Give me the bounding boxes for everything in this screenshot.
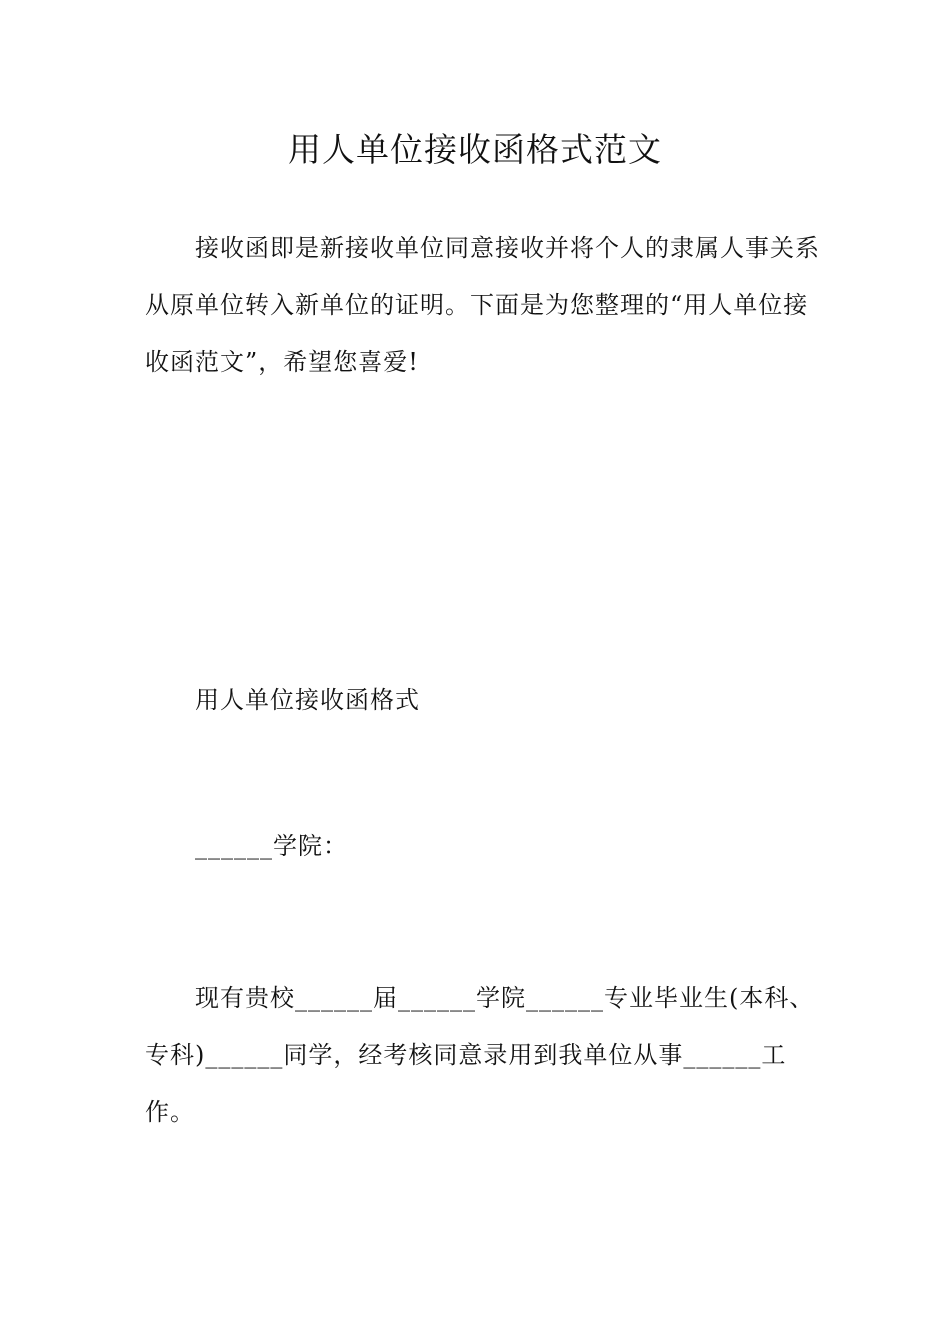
letter-body-paragraph: 现有贵校______届______学院______专业毕业生(本科、专科)______同学，经考核同意录用到我单位从事______工作。: [145, 984, 815, 1126]
intro-paragraph: 接收函即是新接收单位同意接收并将个人的隶属人事关系从原单位转入新单位的证明。下面是为您整理的“用人单位接收函范文”，希望您喜爱!: [145, 234, 820, 376]
document-title: 用人单位接收函格式范文: [288, 130, 662, 169]
salutation-line: ______学院：: [195, 832, 348, 860]
section-heading: 用人单位接收函格式: [195, 686, 420, 714]
